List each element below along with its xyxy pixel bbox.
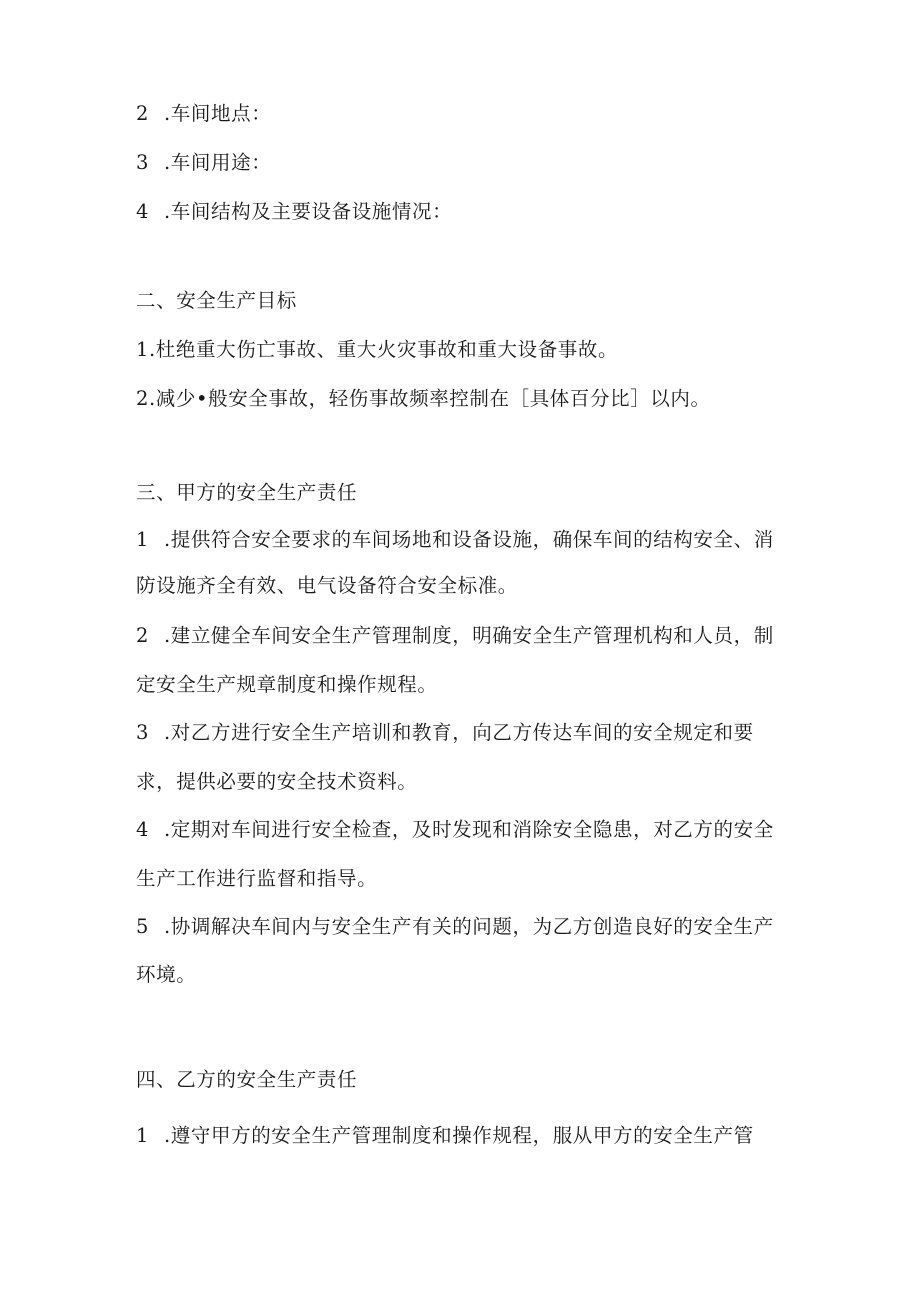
item-line (136, 528, 796, 552)
paragraph-line: 2.减少•般安全事故，轻伤事故频率控制在［具体百分比］以内。 (136, 387, 711, 410)
item-line (136, 721, 796, 745)
item-number: 4 (136, 200, 150, 223)
item-number: 5 (136, 915, 150, 938)
item-number: 4 (136, 818, 150, 841)
paragraph-line: 生产工作进行监督和指导。 (136, 867, 378, 890)
item-line (136, 1124, 796, 1148)
item-text: .建立健全车间安全生产管理制度，明确安全生产管理机构和人员，制 (164, 624, 774, 647)
item-text: .车间地点： (164, 102, 272, 125)
item-number: 1 (136, 1124, 150, 1147)
item-line (136, 102, 796, 126)
item-text: .车间结构及主要设备设施情况： (164, 200, 453, 223)
item-number: 3 (136, 151, 150, 174)
item-number: 2 (136, 624, 150, 647)
item-text: .定期对车间进行安全检查，及时发现和消除安全隐患，对乙方的安全 (164, 818, 774, 841)
item-text: .遵守甲方的安全生产管理制度和操作规程，服从甲方的安全生产管 (164, 1124, 754, 1147)
paragraph-line: 1.杜绝重大伤亡事故、重大火灾事故和重大设备事故。 (136, 338, 619, 361)
item-line (136, 200, 796, 224)
section-heading: 三、甲方的安全生产责任 (136, 481, 358, 504)
item-line (136, 624, 796, 648)
item-line (136, 818, 796, 842)
item-number: 3 (136, 721, 150, 744)
item-number: 2 (136, 102, 150, 125)
section-heading: 四、乙方的安全生产责任 (136, 1068, 358, 1091)
paragraph-line: 环境。 (136, 963, 197, 986)
paragraph-line: 求，提供必要的安全技术资料。 (136, 770, 418, 793)
item-text: .对乙方进行安全生产培训和教育，向乙方传达车间的安全规定和要 (164, 721, 754, 744)
item-line (136, 151, 796, 175)
section-heading: 二、安全生产目标 (136, 289, 297, 312)
item-text: .协调解决车间内与安全生产有关的问题，为乙方创造良好的安全生产 (164, 915, 774, 938)
item-line (136, 915, 796, 939)
paragraph-line: 防设施齐全有效、电气设备符合安全标准。 (136, 574, 518, 597)
paragraph-line: 定安全生产规章制度和操作规程。 (136, 673, 438, 696)
item-text: .提供符合安全要求的车间场地和设备设施，确保车间的结构安全、消 (164, 528, 774, 551)
item-number: 1 (136, 528, 150, 551)
item-text: .车间用途： (164, 151, 272, 174)
